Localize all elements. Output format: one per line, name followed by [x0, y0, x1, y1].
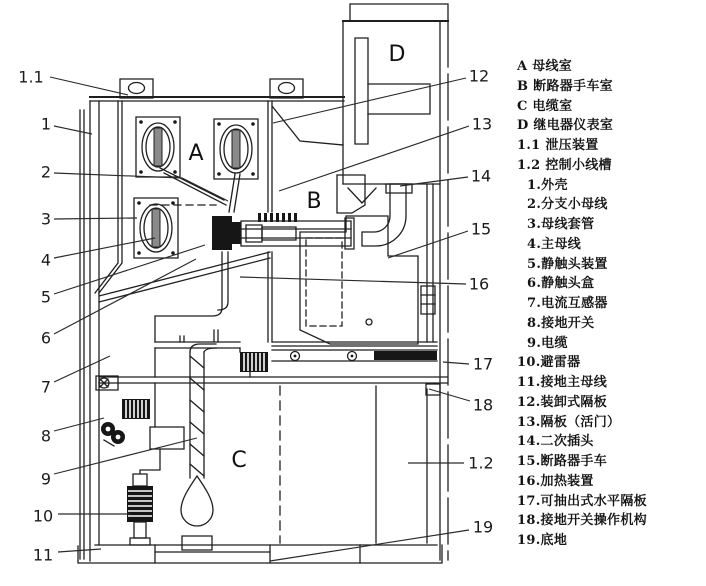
- legend-item: 11.接地主母线: [517, 375, 608, 390]
- legend-item: 17.可抽出式水平隔板: [517, 493, 647, 509]
- callout-label: 1.2: [468, 453, 494, 473]
- callout-label: 19: [472, 517, 494, 537]
- legend-item: 14.二次插头: [517, 434, 594, 450]
- cable: [181, 344, 216, 550]
- legend: [517, 57, 703, 551]
- callout-label: 6: [40, 328, 52, 348]
- callout-label: 3: [40, 209, 52, 229]
- arrester: [127, 474, 153, 545]
- legend-item: B 断路器手车室: [517, 78, 613, 94]
- compartment-label-c: C: [231, 448, 247, 473]
- callout-label: 2: [40, 162, 52, 182]
- legend-item: D 继电器仪表室: [517, 118, 614, 134]
- legend-item: 7.电流互感器: [527, 296, 608, 311]
- legend-item: C 电缆室: [517, 98, 573, 114]
- leader-line: [240, 277, 466, 284]
- lifting-tab: [120, 79, 153, 98]
- breaker-handcart: [272, 175, 437, 346]
- leader-line: [54, 238, 155, 258]
- callout-label: 13: [471, 114, 493, 134]
- earthing-switch: [101, 399, 150, 446]
- compartment-label-d: D: [388, 42, 406, 67]
- legend-item: 10.避雷器: [517, 355, 581, 371]
- compartment-labels: [188, 42, 405, 473]
- callout-label: 14: [470, 166, 492, 186]
- bus-bushing: [214, 119, 258, 179]
- callout-label: 17: [472, 354, 494, 374]
- legend-item: 1.1 泄压装置: [517, 138, 599, 153]
- callout-label: 12: [468, 66, 490, 86]
- legend-item: 2.分支小母线: [527, 197, 608, 213]
- bus-bushing: [136, 117, 180, 177]
- cabinet-base: [78, 545, 442, 563]
- callout-label: 1: [40, 114, 52, 134]
- compartment-label-a: A: [188, 141, 204, 166]
- legend-item: 1.外壳: [527, 177, 568, 193]
- compartment-c-parts: [96, 344, 440, 550]
- callout-label: 18: [472, 395, 494, 415]
- leader-line: [54, 218, 137, 219]
- leader-line: [443, 362, 469, 364]
- legend-item: 9.电缆: [527, 335, 568, 351]
- legend-item: 8.接地开关: [527, 315, 595, 331]
- legend-item: 18.接地开关操作机构: [517, 513, 647, 529]
- callout-label: 7: [40, 377, 52, 397]
- legend-item: 6.静触头盒: [527, 276, 595, 292]
- callout-label: 1.1: [18, 67, 44, 87]
- leader-line: [50, 77, 128, 95]
- legend-item: 15.断路器手车: [517, 454, 608, 469]
- leader-lines: [50, 77, 470, 561]
- legend-item: 13.隔板（活门）: [517, 414, 621, 430]
- leader-line: [54, 126, 92, 134]
- compartment-label-b: B: [306, 189, 322, 214]
- callout-label: 11: [32, 545, 54, 565]
- callout-label: 4: [40, 250, 52, 270]
- bus-bushing: [134, 198, 178, 258]
- callout-label: 16: [468, 274, 490, 294]
- earthing-switch-mechanism: [426, 384, 440, 395]
- horizontal-partition: [99, 350, 447, 383]
- legend-item: 1.2 控制小线槽: [517, 157, 612, 173]
- callout-label: 5: [40, 287, 52, 307]
- legend-item: 4.主母线: [527, 236, 582, 252]
- legend-item: 19.底地: [517, 533, 568, 548]
- lifting-tab: [270, 79, 303, 98]
- callout-label: 10: [32, 506, 54, 526]
- legend-item: 12.装卸式隔板: [517, 394, 608, 410]
- legend-item: 5.静触头装置: [527, 256, 608, 272]
- legend-item: 16.加热装置: [517, 473, 594, 489]
- leader-line: [54, 259, 196, 334]
- leader-line: [54, 245, 205, 294]
- current-transformer: [155, 252, 268, 377]
- callout-label: 8: [40, 426, 52, 446]
- legend-item: 3.母线套管: [527, 217, 595, 232]
- legend-item: A 母线室: [517, 59, 573, 74]
- callout-label: 9: [40, 469, 52, 489]
- callout-label: 15: [470, 219, 492, 239]
- leader-line: [54, 438, 197, 474]
- leader-line: [54, 418, 104, 431]
